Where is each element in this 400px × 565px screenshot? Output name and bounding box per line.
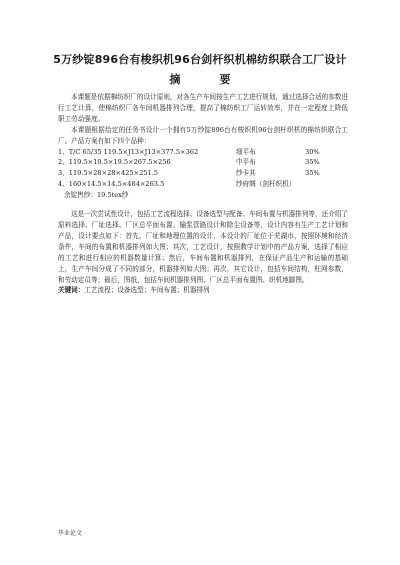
product-spec: 1、T/C 65/35 119.5×J13×J13×377.5×362: [58, 147, 199, 156]
product-item: [58, 179, 348, 190]
page-footer: 毕业论文: [58, 530, 83, 537]
product-item: [58, 147, 348, 158]
product-fabric: 纱卡其: [236, 169, 256, 178]
abstract-body: [58, 92, 348, 296]
product-ratio: 30%: [305, 147, 320, 156]
keywords-line: [58, 285, 348, 296]
keywords-text: 工艺流程；设备选型；车间布置；机器排列: [84, 286, 210, 295]
product-spec: 3、119.5×28×28×425×251.5: [58, 169, 159, 178]
product-ratio: 35%: [305, 158, 320, 167]
product-fabric: 纱府绸（剑杆织机）: [236, 180, 296, 189]
product-list: [58, 147, 348, 202]
product-ratio: 35%: [305, 169, 320, 178]
abstract-paragraph-intro: 本课题是依据棉纺织厂的设计原则，对各生产车间按生产工艺进行规划，通过选择合适的参数进行工艺计算，使棉纺织厂各车间机器排列合理，提高了棉纺织工厂运转效率，并在一定程度上降低职工劳动强度。: [58, 93, 348, 123]
abstract-paragraph-task: 本课题根据给定的任务书设计一个拥有5万纱锭896台有梭织机96台剑杆织机的棉纺织联合工厂。产品方案有如下四个品种：: [58, 125, 348, 145]
document-title: 5万纱锭896台有梭织机96台剑杆织机棉纺织联合工厂设计: [53, 53, 347, 66]
keywords-label: 关键词：: [58, 286, 85, 295]
product-spec: 4、160×14.5×14.5×484×263.5: [58, 180, 165, 189]
abstract-paragraph-design: 这是一次尝试性设计，包括工艺流程选择、设备选型与配备、车间布置与机器排列等，还介绍了原料选择、厂址选择、厂区总平面布置、输浆管路设计和除尘设备等，设计内容有生产工艺计划和产品，设计要点如下：首先，厂址和地理位置的设计，本设计的厂址位于芜湖市，按照环境和经济条件，车间的布置和机器排列如大图；其次，工艺设计，按照教学计划中的产品方案，选择了相应的工艺和进行相应的机器数量计算；然后，车间布置和机器排列，在保证产品生产和运输的基础上，生产车间分成了不同的部分，机器排列如大图；再次，其它设计，包括车间结构，柱网参数，和劳动定员等；最后，图纸，包括车间机器排列图、厂区总平面布置图、织机地脚图。: [58, 210, 348, 284]
product-spec: 2、119.5×19.5×19.5×267.5×256: [58, 158, 171, 167]
product-item: [58, 168, 348, 179]
section-spacer: [58, 201, 348, 209]
product-fabric: 细平布: [236, 147, 256, 156]
abstract-heading: 摘 要: [169, 73, 245, 86]
product-fabric: 中平布: [236, 158, 256, 167]
spun-yarn-line: 余锭售纱：19.5tex纱: [64, 191, 129, 200]
product-item: [58, 157, 348, 168]
